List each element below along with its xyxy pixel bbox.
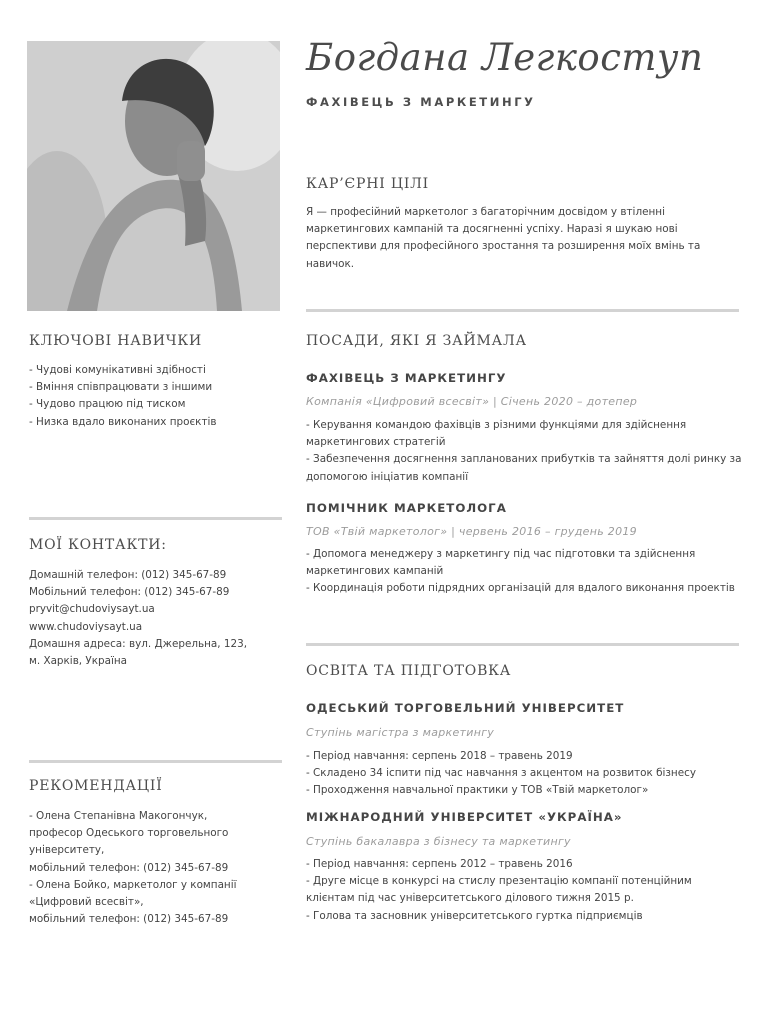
- school-title: ОДЕСЬКИЙ ТОРГОВЕЛЬНИЙ УНІВЕРСИТЕТ: [306, 701, 625, 715]
- reference-line: - Олена Бойко, маркетолог у компанії: [29, 878, 237, 891]
- school-detail-line: - Голова та засновник університетського гуртка підприємців: [306, 909, 643, 922]
- job-duty-line: - Забезпечення досягнення запланованих прибутків та зайняття долі ринку за: [306, 453, 742, 466]
- portrait-image: [27, 41, 280, 311]
- school-detail-line: - Період навчання: серпень 2018 – травень 2019: [306, 750, 573, 762]
- school-detail-line: клієнтам під час університетського ділового тижня 2015 р.: [306, 892, 634, 905]
- school-detail-line: - Друге місце в конкурсі на стислу презентацію компанії потенційним: [306, 875, 692, 888]
- contact-mobile-phone: Мобільний телефон: (012) 345-67-89: [29, 586, 230, 599]
- profile-photo: [27, 41, 280, 311]
- job-duty-line: - Допомога менеджеру з маркетингу під час підготовки та здійснення: [306, 548, 696, 560]
- contacts-list: [29, 567, 247, 670]
- school-detail-line: - Складено 34 іспити під час навчання з акцентом на розвиток бізнесу: [306, 767, 696, 780]
- skill-item: - Чудово працюю під тиском: [29, 398, 186, 411]
- skills-list: [29, 362, 217, 431]
- job-duty-line: - Керування командою фахівців з різними функціями для здійснення: [306, 419, 687, 431]
- references-list: [29, 808, 237, 928]
- contact-address: Домашня адреса: вул. Джерельна, 123,: [29, 637, 248, 650]
- skills-heading: КЛЮЧОВІ НАВИЧКИ: [29, 333, 202, 349]
- education-heading: ОСВІТА ТА ПІДГОТОВКА: [306, 663, 512, 679]
- contacts-heading: МОЇ КОНТАКТИ:: [29, 537, 167, 553]
- candidate-name: Богдана Легкоступ: [306, 36, 704, 79]
- job-duties: [306, 417, 741, 486]
- contact-website: www.chudoviysayt.ua: [29, 620, 143, 633]
- school-details: [306, 748, 696, 800]
- career-goals-text: [306, 204, 700, 273]
- skill-item: - Низка вдало виконаних проєктів: [29, 415, 217, 428]
- career-line: перспективи для професійного зростання та розширення моїх вмінь та: [306, 240, 701, 253]
- experience-heading: ПОСАДИ, ЯКІ Я ЗАЙМАЛА: [306, 333, 527, 349]
- reference-line: «Цифровий всесвіт»,: [29, 896, 144, 909]
- career-goals-heading: КАР’ЄРНІ ЦІЛІ: [306, 176, 429, 192]
- reference-line: університету,: [29, 844, 105, 857]
- job-title: ФАХІВЕЦЬ З МАРКЕТИНГУ: [306, 371, 507, 385]
- skill-item: - Чудові комунікативні здібності: [29, 364, 206, 376]
- reference-line: - Олена Степанівна Макогончук,: [29, 810, 208, 822]
- reference-line: мобільний телефон: (012) 345-67-89: [29, 913, 229, 926]
- contact-address-city: м. Харків, Україна: [29, 655, 128, 668]
- job-company-dates: Компанія «Цифровий всесвіт» | Січень 2020 – дотепер: [306, 395, 638, 408]
- school-details: [306, 856, 692, 925]
- candidate-position: ФАХІВЕЦЬ З МАРКЕТИНГУ: [306, 95, 536, 109]
- career-line: Я — професійний маркетолог з багаторічним досвідом у втіленні: [306, 206, 665, 218]
- contact-email: pryvit@chudoviysayt.ua: [29, 603, 155, 616]
- job-duty-line: маркетингових кампаній: [306, 565, 444, 578]
- job-duty-line: маркетингових стратегій: [306, 436, 446, 449]
- reference-line: мобільний телефон: (012) 345-67-89: [29, 861, 229, 874]
- job-duties: [306, 546, 735, 598]
- divider: [29, 760, 282, 763]
- references-heading: РЕКОМЕНДАЦІЇ: [29, 778, 163, 794]
- reference-line: професор Одеського торговельного: [29, 827, 229, 840]
- divider: [306, 643, 739, 646]
- school-degree: Ступінь бакалавра з бізнесу та маркетингу: [306, 835, 571, 848]
- school-degree: Ступінь магістра з маркетингу: [306, 726, 495, 739]
- school-title: МІЖНАРОДНИЙ УНІВЕРСИТЕТ «УКРАЇНА»: [306, 810, 623, 824]
- career-line: маркетингових кампаній та досягненні успіху. Наразі я шукаю нові: [306, 223, 678, 236]
- job-duty-line: - Координація роботи підрядних організацій для вдалого виконання проектів: [306, 582, 735, 595]
- job-title: ПОМІЧНИК МАРКЕТОЛОГА: [306, 501, 507, 515]
- divider: [29, 517, 282, 520]
- school-detail-line: - Період навчання: серпень 2012 – травень 2016: [306, 858, 573, 870]
- career-line: навичок.: [306, 257, 355, 270]
- school-detail-line: - Проходження навчальної практики у ТОВ «Твій маркетолог»: [306, 784, 649, 797]
- job-company-dates: ТОВ «Твій маркетолог» | червень 2016 – грудень 2019: [306, 525, 637, 538]
- job-duty-line: допомогою ініціатив компанії: [306, 470, 469, 483]
- divider: [306, 309, 739, 312]
- skill-item: - Вміння співпрацювати з іншими: [29, 381, 213, 394]
- contact-home-phone: Домашній телефон: (012) 345-67-89: [29, 569, 227, 581]
